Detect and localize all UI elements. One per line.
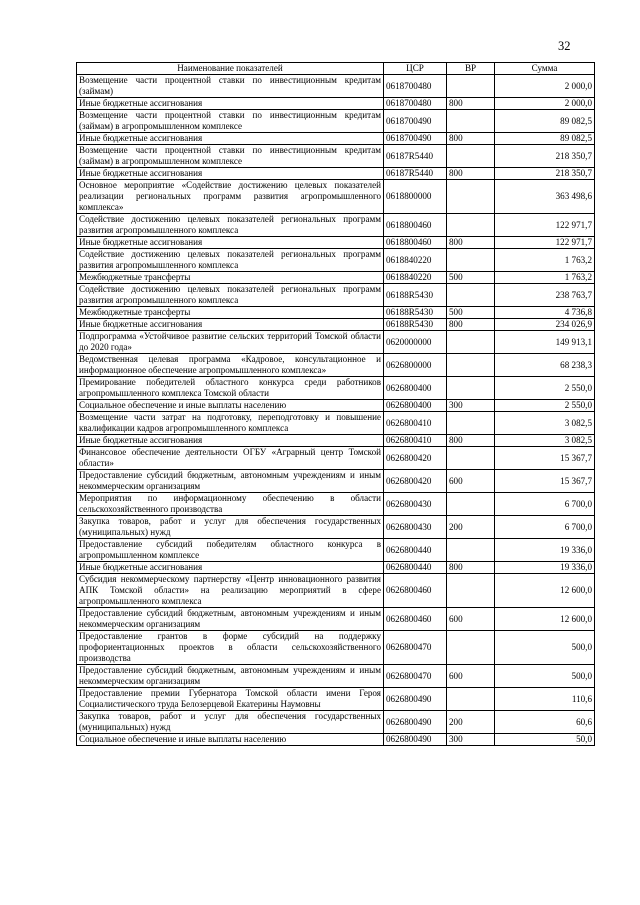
cell-sum: 1 763,2 [495, 272, 595, 284]
cell-vr [447, 354, 495, 377]
cell-sum: 60,6 [495, 711, 595, 734]
table-row [77, 688, 595, 711]
table-row [77, 516, 595, 539]
page-number: 32 [558, 39, 571, 53]
cell-vr: 300 [447, 734, 495, 746]
cell-name: Иные бюджетные ассигнования [77, 133, 384, 145]
cell-sum: 12 600,0 [495, 608, 595, 631]
cell-name: Предоставление грантов в форме субсидий на поддержку профориентационных проектов в области сельскохозяйственного производства [77, 631, 384, 665]
cell-sum: 234 026,9 [495, 319, 595, 331]
cell-sum: 238 763,7 [495, 284, 595, 307]
cell-sum: 6 700,0 [495, 516, 595, 539]
cell-sum: 3 082,5 [495, 435, 595, 447]
cell-name: Иные бюджетные ассигнования [77, 98, 384, 110]
header-csr: ЦСР [384, 63, 447, 75]
cell-vr [447, 284, 495, 307]
cell-name: Социальное обеспечение и иные выплаты населению [77, 734, 384, 746]
cell-csr: 0626800410 [384, 435, 447, 447]
cell-csr: 0626800490 [384, 711, 447, 734]
cell-sum: 2 000,0 [495, 75, 595, 98]
table-row [77, 272, 595, 284]
cell-sum: 110,6 [495, 688, 595, 711]
cell-sum: 89 082,5 [495, 133, 595, 145]
table-row [77, 608, 595, 631]
cell-name: Иные бюджетные ассигнования [77, 168, 384, 180]
cell-vr [447, 249, 495, 272]
cell-sum: 15 367,7 [495, 470, 595, 493]
cell-sum: 4 736,8 [495, 307, 595, 319]
cell-name: Предоставление субсидий бюджетным, автономным учреждениям и иным некоммерческим организациям [77, 608, 384, 631]
cell-sum: 122 971,7 [495, 214, 595, 237]
cell-sum: 6 700,0 [495, 493, 595, 516]
cell-vr: 600 [447, 665, 495, 688]
table-row [77, 180, 595, 214]
table-row [77, 284, 595, 307]
cell-vr: 200 [447, 516, 495, 539]
cell-name: Подпрограмма «Устойчивое развитие сельских территорий Томской области до 2020 года» [77, 331, 384, 354]
table-row [77, 400, 595, 412]
cell-vr [447, 574, 495, 608]
cell-name: Возмещение части процентной ставки по инвестиционным кредитам (займам) в агропромышленном комплексе [77, 110, 384, 133]
cell-vr: 600 [447, 470, 495, 493]
cell-csr: 0626800490 [384, 688, 447, 711]
table-row [77, 435, 595, 447]
cell-sum: 149 913,1 [495, 331, 595, 354]
header-row [77, 63, 595, 75]
cell-vr [447, 145, 495, 168]
cell-vr [447, 688, 495, 711]
cell-sum: 218 350,7 [495, 145, 595, 168]
cell-sum: 363 498,6 [495, 180, 595, 214]
table-header [77, 63, 595, 75]
cell-csr: 0626800470 [384, 665, 447, 688]
cell-csr: 06188R5430 [384, 319, 447, 331]
cell-csr: 0626800400 [384, 400, 447, 412]
cell-sum: 68 238,3 [495, 354, 595, 377]
table-row [77, 539, 595, 562]
budget-table [76, 62, 595, 746]
cell-name: Предоставление субсидий бюджетным, автономным учреждениям и иным некоммерческим организациям [77, 470, 384, 493]
table-row [77, 631, 595, 665]
cell-csr: 0626800420 [384, 447, 447, 470]
table-row [77, 214, 595, 237]
cell-vr [447, 110, 495, 133]
cell-vr [447, 214, 495, 237]
cell-name: Возмещение части процентной ставки по инвестиционным кредитам (займам) в агропромышленном комплексе [77, 145, 384, 168]
table-row [77, 665, 595, 688]
table-row [77, 110, 595, 133]
table-row [77, 237, 595, 249]
table-row [77, 470, 595, 493]
cell-sum: 89 082,5 [495, 110, 595, 133]
cell-csr: 06187R5440 [384, 168, 447, 180]
table-row [77, 447, 595, 470]
cell-sum: 3 082,5 [495, 412, 595, 435]
table-row [77, 307, 595, 319]
cell-name: Возмещение части затрат на подготовку, переподготовку и повышение квалификации кадров агропромышленного комплекса [77, 412, 384, 435]
cell-sum: 19 336,0 [495, 539, 595, 562]
cell-vr: 600 [447, 608, 495, 631]
cell-csr: 0626800400 [384, 377, 447, 400]
cell-vr [447, 447, 495, 470]
cell-csr: 0620000000 [384, 331, 447, 354]
cell-csr: 0618800460 [384, 237, 447, 249]
cell-name: Финансовое обеспечение деятельности ОГБУ «Аграрный центр Томской области» [77, 447, 384, 470]
cell-sum: 50,0 [495, 734, 595, 746]
cell-vr [447, 539, 495, 562]
cell-sum: 2 550,0 [495, 400, 595, 412]
cell-name: Иные бюджетные ассигнования [77, 435, 384, 447]
table-row [77, 319, 595, 331]
cell-vr: 800 [447, 435, 495, 447]
cell-vr: 800 [447, 237, 495, 249]
cell-csr: 0626800440 [384, 562, 447, 574]
cell-csr: 0626800430 [384, 516, 447, 539]
cell-csr: 0618700480 [384, 75, 447, 98]
cell-csr: 0626800460 [384, 608, 447, 631]
cell-vr [447, 180, 495, 214]
table-row [77, 168, 595, 180]
cell-vr: 200 [447, 711, 495, 734]
table-row [77, 354, 595, 377]
cell-name: Предоставление субсидий победителям областного конкурса в агропромышленном комплексе [77, 539, 384, 562]
cell-name: Основное мероприятие «Содействие достижению целевых показателей реализации региональных программ развития агропромышленного комплекса» [77, 180, 384, 214]
table-row [77, 75, 595, 98]
cell-name: Предоставление субсидий бюджетным, автономным учреждениям и иным некоммерческим организациям [77, 665, 384, 688]
cell-sum: 1 763,2 [495, 249, 595, 272]
cell-name: Межбюджетные трансферты [77, 272, 384, 284]
table-row [77, 133, 595, 145]
header-sum: Сумма [495, 63, 595, 75]
cell-sum: 500,0 [495, 665, 595, 688]
table-row [77, 249, 595, 272]
cell-vr [447, 377, 495, 400]
cell-csr: 0626800410 [384, 412, 447, 435]
cell-vr [447, 75, 495, 98]
cell-name: Социальное обеспечение и иные выплаты населению [77, 400, 384, 412]
cell-name: Содействие достижению целевых показателей региональных программ развития агропромышленного комплекса [77, 284, 384, 307]
cell-name: Межбюджетные трансферты [77, 307, 384, 319]
cell-name: Субсидия некоммерческому партнерству «Центр инновационного развития АПК Томской области» на реализацию мероприятий в сфере агропромышленного комплекса [77, 574, 384, 608]
cell-name: Иные бюджетные ассигнования [77, 237, 384, 249]
cell-name: Мероприятия по информационному обеспечению в области сельскохозяйственного производства [77, 493, 384, 516]
table-body [77, 75, 595, 746]
cell-csr: 0618800460 [384, 214, 447, 237]
cell-vr: 800 [447, 133, 495, 145]
cell-name: Закупка товаров, работ и услуг для обеспечения государственных (муниципальных) нужд [77, 711, 384, 734]
table-row [77, 377, 595, 400]
cell-csr: 06187R5440 [384, 145, 447, 168]
cell-sum: 500,0 [495, 631, 595, 665]
header-vr: ВР [447, 63, 495, 75]
cell-vr [447, 631, 495, 665]
cell-csr: 0618840220 [384, 249, 447, 272]
cell-name: Иные бюджетные ассигнования [77, 319, 384, 331]
cell-vr: 800 [447, 319, 495, 331]
cell-csr: 0626800460 [384, 574, 447, 608]
table-row [77, 98, 595, 110]
table-row [77, 711, 595, 734]
cell-csr: 06188R5430 [384, 307, 447, 319]
cell-csr: 0626800000 [384, 354, 447, 377]
cell-vr: 500 [447, 272, 495, 284]
cell-sum: 12 600,0 [495, 574, 595, 608]
cell-vr [447, 493, 495, 516]
cell-vr: 300 [447, 400, 495, 412]
cell-name: Содействие достижению целевых показателей региональных программ развития агропромышленного комплекса [77, 249, 384, 272]
cell-vr: 500 [447, 307, 495, 319]
cell-csr: 0626800440 [384, 539, 447, 562]
cell-csr: 0618800000 [384, 180, 447, 214]
cell-csr: 06188R5430 [384, 284, 447, 307]
cell-csr: 0618840220 [384, 272, 447, 284]
table-row [77, 734, 595, 746]
cell-csr: 0626800470 [384, 631, 447, 665]
cell-name: Возмещение части процентной ставки по инвестиционным кредитам (займам) [77, 75, 384, 98]
header-name: Наименование показателей [77, 63, 384, 75]
cell-sum: 15 367,7 [495, 447, 595, 470]
cell-sum: 2 000,0 [495, 98, 595, 110]
cell-vr [447, 331, 495, 354]
cell-csr: 0626800420 [384, 470, 447, 493]
cell-name: Закупка товаров, работ и услуг для обеспечения государственных (муниципальных) нужд [77, 516, 384, 539]
table-row [77, 331, 595, 354]
table-row [77, 562, 595, 574]
cell-sum: 122 971,7 [495, 237, 595, 249]
table-row [77, 412, 595, 435]
table-row [77, 493, 595, 516]
cell-csr: 0626800490 [384, 734, 447, 746]
cell-vr [447, 412, 495, 435]
table-row [77, 574, 595, 608]
cell-vr: 800 [447, 98, 495, 110]
cell-csr: 0626800430 [384, 493, 447, 516]
cell-vr: 800 [447, 562, 495, 574]
table-row [77, 145, 595, 168]
cell-name: Премирование победителей областного конкурса среди работников агропромышленного комплекса Томской области [77, 377, 384, 400]
cell-vr: 800 [447, 168, 495, 180]
cell-name: Иные бюджетные ассигнования [77, 562, 384, 574]
cell-sum: 218 350,7 [495, 168, 595, 180]
cell-sum: 19 336,0 [495, 562, 595, 574]
cell-sum: 2 550,0 [495, 377, 595, 400]
cell-csr: 0618700480 [384, 98, 447, 110]
cell-name: Ведомственная целевая программа «Кадровое, консультационное и информационное обеспечение агропромышленного комплекса» [77, 354, 384, 377]
cell-csr: 0618700490 [384, 133, 447, 145]
cell-name: Содействие достижению целевых показателей региональных программ развития агропромышленного комплекса [77, 214, 384, 237]
cell-name: Предоставление премии Губернатора Томской области имени Героя Социалистического труда Белозерцевой Екатерины Наумовны [77, 688, 384, 711]
cell-csr: 0618700490 [384, 110, 447, 133]
